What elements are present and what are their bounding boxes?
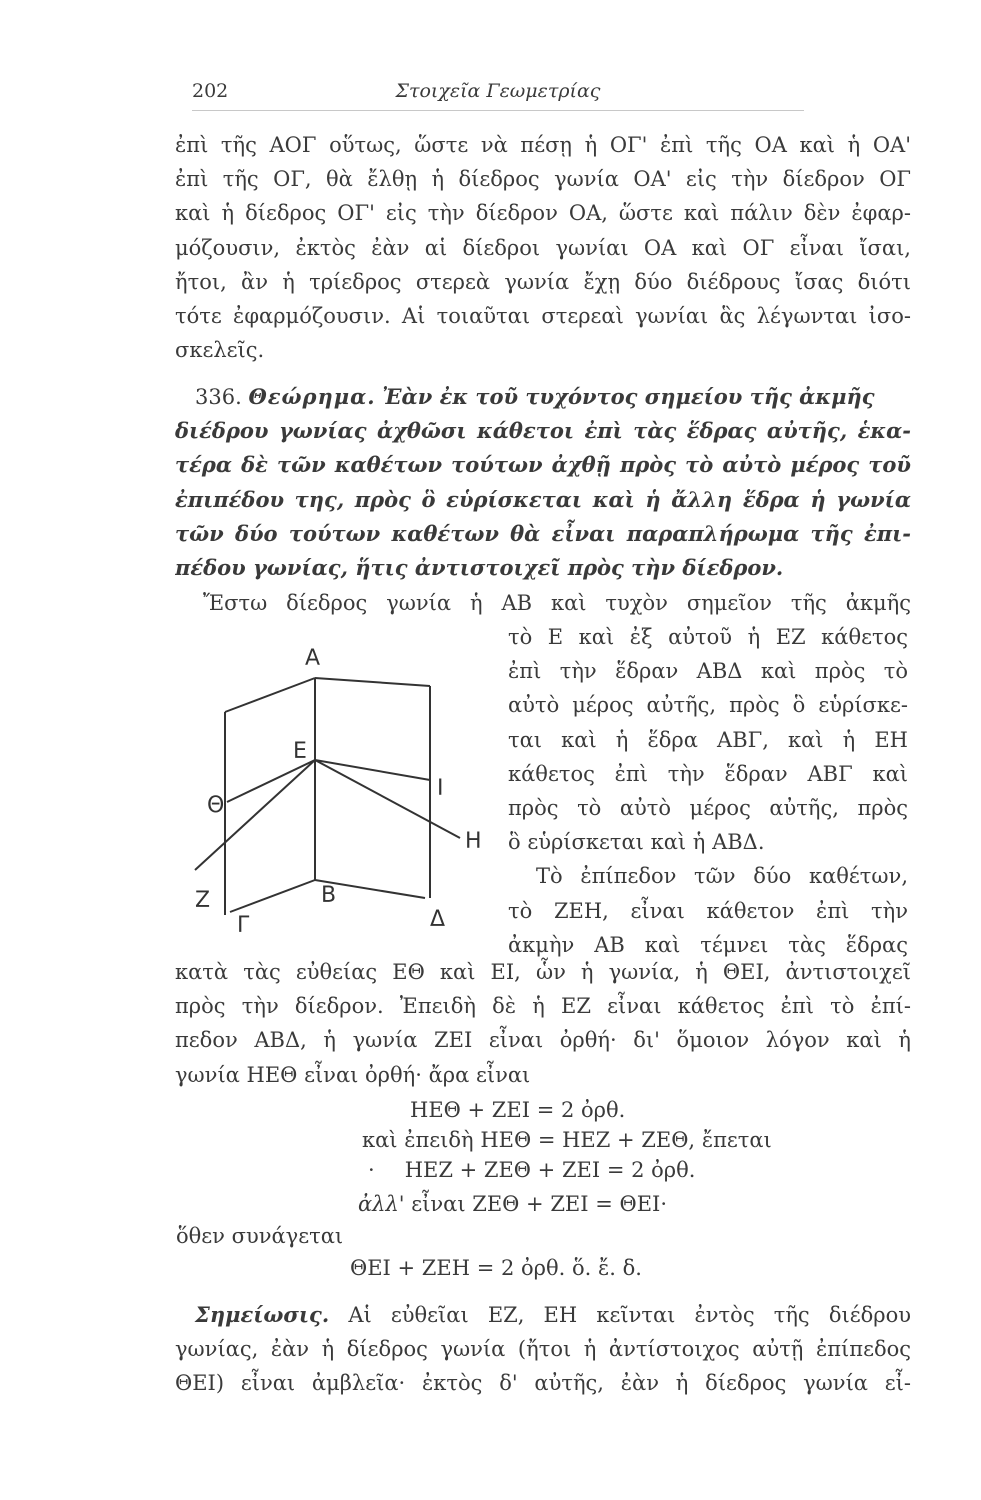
text-line: αὐτὸ μέρος αὐτῆς, πρὸς ὃ εὑρίσκε- <box>508 693 908 718</box>
dihedral-figure <box>175 630 505 960</box>
theorem <box>175 380 911 585</box>
figure-wrap-text <box>508 620 908 962</box>
text-line: ὃ εὑρίσκεται καὶ ἡ ΑΒΔ. <box>508 830 765 855</box>
running-title: Στοιχεῖα Γεωμετρίας <box>395 80 601 102</box>
note-line: Αἱ εὐθεῖαι ΕΖ, ΕΗ κεῖνται ἐντὸς τῆς διέδρου <box>348 1303 911 1327</box>
theorem-line: πέδου γωνίας, ἥτις ἀντιστοιχεῖ πρὸς τὴν δίεδρον. <box>175 555 784 581</box>
equation-3: · ΗΕΖ + ΖΕΘ + ΖΕΙ = 2 ὀρθ. <box>368 1158 696 1182</box>
text-line: καὶ ἡ δίεδρος ΟΓ' εἰς τὴν δίεδρον ΟΑ, ὥστε καὶ πάλιν δὲν ἐφαρ- <box>175 201 911 226</box>
text-line: πεδον ΑΒΔ, ἡ γωνία ΖΕΙ εἶναι ὀρθή· δι' ὅμοιον λόγον καὶ ἡ <box>175 1028 911 1053</box>
theorem-line: διέδρου γωνίας ἀχθῶσι κάθετοι ἐπὶ τὰς ἕδρας αὐτῆς, ἑκα- <box>175 418 911 444</box>
equation-1: ΗΕΘ + ΖΕΙ = 2 ὀρθ. <box>410 1098 626 1122</box>
text-line: ἀκμὴν ΑΒ καὶ τέμνει τὰς ἕδρας <box>508 932 908 957</box>
equation-2: καὶ ἐπειδὴ ΗΕΘ = ΗΕΖ + ΖΕΘ, ἔπεται <box>362 1128 772 1152</box>
label-Z: Ζ <box>195 888 211 913</box>
text-line: ἐπὶ τὴν ἕδραν ΑΒΔ καὶ πρὸς τὸ <box>508 659 908 684</box>
text-line: ἐπὶ τῆς ΟΓ, θὰ ἔλθῃ ἡ δίεδρος γωνία ΟΑ' εἰς τὴν δίεδρον ΟΓ <box>175 167 911 192</box>
theorem-title: Θεώρημα. <box>248 384 376 409</box>
label-H: Η <box>465 829 482 854</box>
theorem-line: Ἐὰν ἐκ τοῦ τυχόντος σημείου τῆς ἀκμῆς <box>382 384 875 409</box>
text-line: κάθετος ἐπὶ τὴν ἕδραν ΑΒΓ καὶ <box>508 761 908 786</box>
text-line: ἤτοι, ἂν ἡ τρίεδρος στερεὰ γωνία ἔχῃ δύο διέδρους ἴσας διότι <box>175 269 911 294</box>
page-number: 202 <box>192 80 229 102</box>
edge-A-left <box>225 678 315 712</box>
text-line: ἐπὶ τῆς ΑΟΓ οὕτως, ὥστε νὰ πέσῃ ἡ ΟΓ' ἐπὶ τῆς ΟΑ καὶ ἡ ΟΑ' <box>175 133 911 157</box>
label-A: Α <box>305 646 321 671</box>
theorem-line: τέρα δὲ τῶν καθέτων τούτων ἀχθῇ πρὸς τὸ αὐτὸ μέρος τοῦ <box>175 452 911 478</box>
note-line: γωνίας, ἐὰν ἡ δίεδρος γωνία (ἤτοι ἡ ἀντίστοιχος αὐτῇ ἐπίπεδος <box>175 1337 911 1362</box>
theorem-number: 336. <box>195 385 242 409</box>
theorem-line: ἐπιπέδου της, πρὸς ὃ εὑρίσκεται καὶ ἡ ἄλλη ἕδρα ἡ γωνία <box>175 486 911 512</box>
label-B: Β <box>321 883 337 908</box>
text-line: τότε ἐφαρμόζουσιν. Αἱ τοιαῦται στερεαὶ γωνίαι ἃς λέγωνται ἰσο- <box>175 304 911 329</box>
edge-B-Gamma <box>230 880 315 912</box>
text-line: ται καὶ ἡ ἕδρα ΑΒΓ, καὶ ἡ ΕΗ <box>508 727 908 752</box>
edge-A-top <box>315 678 430 686</box>
equation-5-intro: ὅθεν συνάγεται <box>176 1224 344 1248</box>
text-line: πρὸς τὴν δίεδρον. Ἐπειδὴ δὲ ἡ ΕΖ εἶναι κάθετος ἐπὶ τὸ ἐπί- <box>175 994 911 1019</box>
label-E: Ε <box>293 739 307 764</box>
text-line: Τὸ ἐπίπεδον τῶν δύο καθέτων, <box>536 864 908 889</box>
note <box>175 1298 911 1401</box>
label-Delta: Δ <box>430 907 446 932</box>
after-figure-paragraph <box>175 955 911 1092</box>
theorem-line: τῶν δύο τούτων καθέτων θὰ εἶναι παραπλήρωμα τῆς ἐπι- <box>175 520 911 546</box>
text-line: τὸ Ε καὶ ἐξ αὐτοῦ ἡ ΕΖ κάθετος <box>508 625 908 649</box>
label-Gamma: Γ <box>237 913 250 938</box>
line-E-Theta <box>227 760 315 802</box>
label-I: Ι <box>437 776 444 801</box>
text-line: πρὸς τὸ αὐτὸ μέρος αὐτῆς, πρὸς <box>508 796 908 821</box>
proof-first-line: Ἔστω δίεδρος γωνία ἡ ΑΒ καὶ τυχὸν σημεῖον τῆς ἀκμῆς <box>203 591 911 615</box>
page-header <box>192 80 804 111</box>
equation-4: ἀλλ' εἶναι ΖΕΘ + ΖΕΙ = ΘΕΙ· <box>358 1192 667 1216</box>
text-line: κατὰ τὰς εὐθείας ΕΘ καὶ ΕΙ, ὧν ἡ γωνία, ἡ ΘΕΙ, ἀντιστοιχεῖ <box>175 960 911 984</box>
note-title: Σημείωσις. <box>195 1302 330 1327</box>
top-paragraph <box>175 128 911 367</box>
label-Theta: Θ <box>207 793 225 818</box>
note-line: ΘΕΙ) εἶναι ἀμβλεῖα· ἐκτὸς δ' αὐτῆς, ἐὰν ἡ δίεδρος γωνία εἶ- <box>175 1371 911 1396</box>
equation-5: ΘΕΙ + ΖΕΗ = 2 ὀρθ. ὅ. ἔ. δ. <box>350 1256 642 1280</box>
text-line: γωνία ΗΕΘ εἶναι ὀρθή· ἄρα εἶναι <box>175 1062 531 1087</box>
text-line: τὸ ΖΕΗ, εἶναι κάθετον ἐπὶ τὴν <box>508 898 908 923</box>
text-line: μόζουσιν, ἐκτὸς ἐὰν αἱ δίεδροι γωνίαι ΟΑ καὶ ΟΓ εἶναι ἴσαι, <box>175 235 911 260</box>
figure-svg <box>175 630 505 960</box>
text-line: σκελεῖς. <box>175 338 265 363</box>
